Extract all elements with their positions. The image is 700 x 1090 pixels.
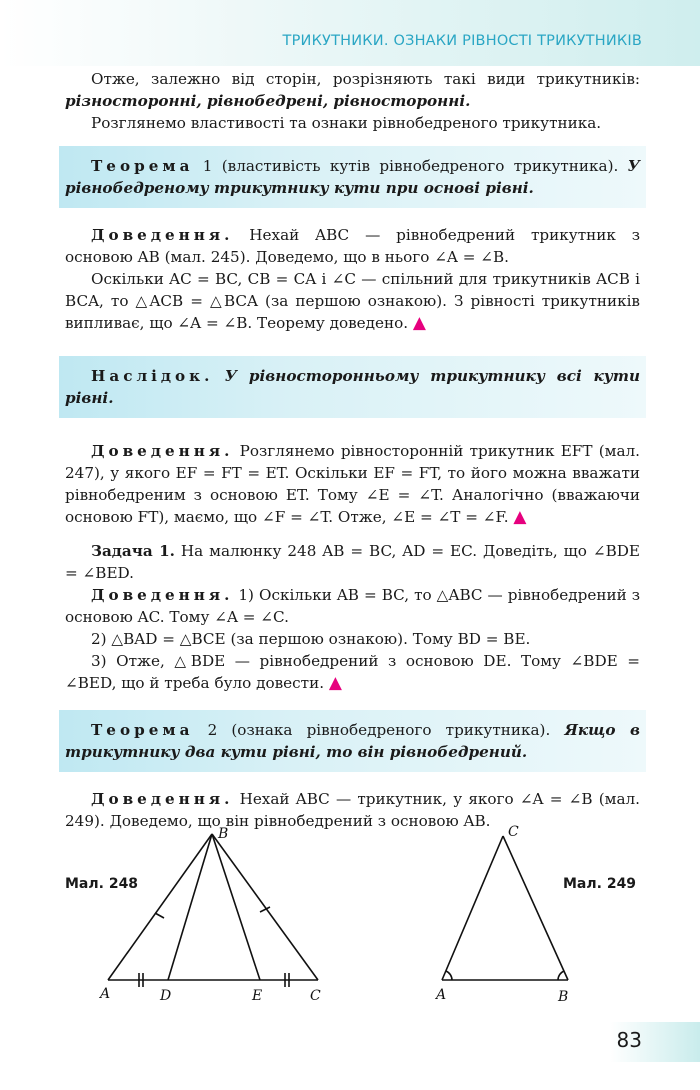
angle-arc-B bbox=[558, 971, 564, 980]
proof-end-triangle-icon: ▲ bbox=[513, 507, 527, 527]
side-AC bbox=[442, 836, 503, 980]
point-label-C: C bbox=[310, 988, 321, 1004]
proof-end-triangle-icon: ▲ bbox=[412, 313, 426, 333]
proof-2-word: Доведення. bbox=[91, 442, 234, 460]
figure-249-label: Мал. 249 bbox=[563, 876, 637, 892]
page-number: 83 bbox=[616, 1028, 642, 1052]
theorem-2-number: 2 bbox=[207, 721, 218, 739]
proof-1-paragraph-2: Оскільки AC = BC, CB = CA і ∠C — спільний для трикутників ACB і BCA, то △ACB = △BCA (за першою ознакою). З рівності трикутників випливає, що ∠A = ∠B. Теорему доведено. ▲ bbox=[65, 270, 640, 333]
figure-249-labels bbox=[434, 824, 568, 1005]
task-1-proof-step-3: 3) Отже, △BDE — рівнобедрений з основою DE. Тому ∠BDE = ∠BED, що й треба було довести. ▲ bbox=[65, 652, 640, 693]
task-1-proof-step-1: Доведення. 1) Оскільки AB = BC, то △ABC — рівнобедрений з основою AC. Тому ∠A = ∠C. bbox=[65, 586, 640, 626]
theorem-2-name: (ознака рівнобедреного трикутника). bbox=[231, 721, 551, 739]
proof-end-triangle-icon: ▲ bbox=[328, 673, 342, 693]
point-label-B: B bbox=[218, 826, 229, 842]
task-1-proof-word: Доведення. bbox=[91, 586, 234, 604]
theorem-1-statement: У рівнобедреному трикутнику кути при основі рівні. bbox=[65, 157, 640, 197]
intro-paragraph-1: Отже, залежно від сторін, розрізняють такі види трикутників: різносторонні, рівнобедрені, рівносторонні. bbox=[65, 70, 640, 110]
task-1-proof-step-2: 2) △BAD = △BCE (за першою ознакою). Тому BD = BE. bbox=[91, 630, 531, 648]
angle-arc-A bbox=[446, 971, 452, 980]
geometry-figures bbox=[0, 820, 700, 1020]
proof-2-paragraph: Доведення. Розглянемо рівносторонній трикутник EFT (мал. 247), у якого EF = FT = ET. Оскільки EF = FT, то його можна вважати рівнобедреним з основою ET. Тому ∠E = ∠T. Аналогічно (вважаючи основою FT), маємо, що ∠F = ∠T. Отже, ∠E = ∠T = ∠F. ▲ bbox=[65, 442, 641, 527]
proof-1-paragraph-1: Доведення. Нехай ABC — рівнобедрений трикутник з основою AB (мал. 245). Доведемо, що в нього ∠A = ∠B. bbox=[65, 226, 641, 266]
point-label-C: C bbox=[508, 824, 519, 840]
theorem-1-name: (властивість кутів рівнобедреного трикутника). bbox=[221, 157, 619, 175]
running-head: ТРИКУТНИКИ. ОЗНАКИ РІВНОСТІ ТРИКУТНИКІВ bbox=[282, 33, 642, 49]
segment-BE bbox=[212, 834, 260, 980]
figure-248-label: Мал. 248 bbox=[65, 876, 139, 892]
theorem-1-number: 1 bbox=[202, 157, 213, 175]
figures-area bbox=[0, 820, 700, 1020]
proof-1-word: Доведення. bbox=[91, 226, 234, 244]
figure-249 bbox=[442, 836, 568, 980]
point-label-D: D bbox=[160, 988, 172, 1004]
point-label-A: A bbox=[100, 986, 111, 1002]
intro-paragraph-2: Розглянемо властивості та ознаки рівнобедреного трикутника. bbox=[91, 114, 602, 132]
task-1-paragraph: Задача 1. На малюнку 248 AB = BC, AD = EC. Доведіть, що ∠BDE = ∠BED. bbox=[65, 542, 640, 582]
tick-AB bbox=[155, 913, 164, 918]
segment-BD bbox=[168, 834, 212, 980]
proof-3-paragraph: Доведення. Нехай ABC — трикутник, у якого ∠A = ∠B (мал. 249). Доведемо, що він рівнобедрений з основою AB. bbox=[65, 790, 640, 830]
theorem-1-word: Теорема bbox=[91, 157, 194, 175]
corollary-box bbox=[59, 356, 646, 418]
point-label-E: E bbox=[252, 988, 263, 1004]
theorem-1-box bbox=[59, 146, 646, 208]
proof-3-word: Доведення. bbox=[91, 790, 234, 808]
triangle-types: різносторонні, рівнобедрені, рівносторонні. bbox=[65, 92, 471, 110]
point-label-A: A bbox=[436, 987, 447, 1003]
corollary-statement: У рівносторонньому трикутнику всі кути рівні. bbox=[65, 367, 640, 407]
side-CB bbox=[503, 836, 568, 980]
side-AB bbox=[108, 834, 212, 980]
theorem-2-box bbox=[59, 710, 646, 772]
task-1-title: Задача 1. bbox=[91, 542, 175, 560]
figure-248-labels bbox=[98, 826, 321, 1004]
theorem-2-word: Теорема bbox=[91, 721, 194, 739]
page-content bbox=[65, 68, 640, 832]
figure-248 bbox=[108, 834, 318, 987]
corollary-word: Наслідок. bbox=[91, 367, 214, 385]
point-label-B: B bbox=[558, 989, 569, 1005]
side-BC bbox=[212, 834, 318, 980]
theorem-2-statement: Якщо в трикутнику два кути рівні, то він рівнобедрений. bbox=[65, 721, 641, 761]
